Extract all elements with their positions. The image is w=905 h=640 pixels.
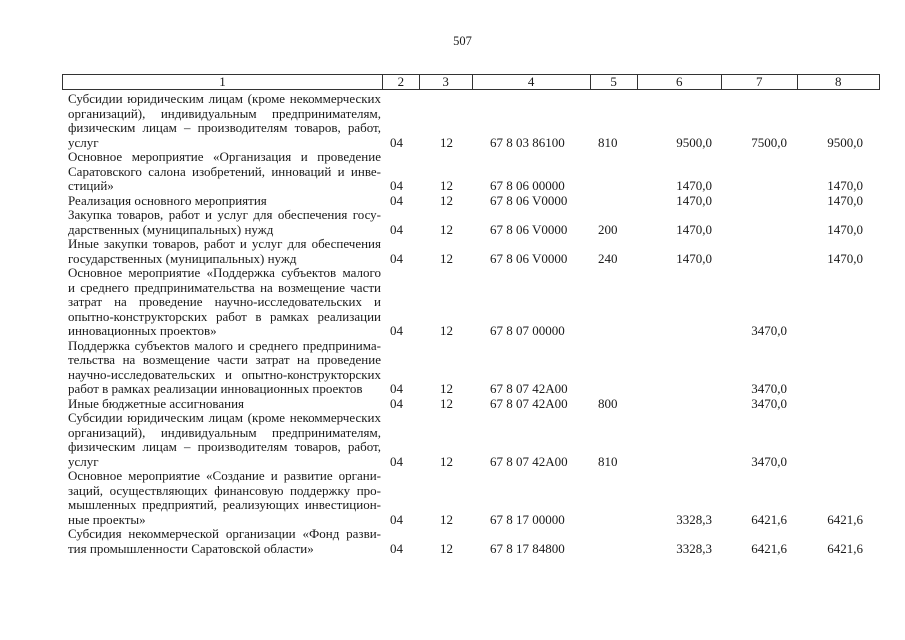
cell-c2: 04: [390, 250, 403, 266]
cell-c7: 6421,6: [751, 540, 787, 556]
cell-c8: 6421,6: [827, 511, 863, 527]
table-row: [0, 237, 905, 266]
cell-c4: 67 8 07 42A00: [490, 395, 568, 411]
description-line: Основное мероприятие «Поддержка субъектов малого: [68, 265, 381, 280]
cell-c7: 6421,6: [751, 511, 787, 527]
cell-c3: 12: [440, 381, 453, 396]
cell-c6: 1470,0: [676, 250, 712, 266]
row-description: [68, 469, 381, 527]
row-description: [68, 527, 381, 556]
row-description: [68, 194, 381, 209]
cell-c8: 1470,0: [827, 178, 863, 193]
table-row: [0, 266, 905, 339]
cell-c4: 67 8 07 42A00: [490, 381, 568, 396]
cell-c3: 12: [440, 323, 453, 338]
table-row: [0, 411, 905, 469]
table-row: [0, 527, 905, 556]
cell-c4: 67 8 06 00000: [490, 178, 565, 193]
cell-c3: 12: [440, 395, 453, 411]
cell-c7: 3470,0: [751, 323, 787, 338]
description-line: физическим лицам – производителям товаров, работ,: [68, 439, 381, 454]
description-line: Субсидии юридическим лицам (кроме некоммерческих: [68, 410, 381, 425]
cell-c5: 800: [598, 395, 618, 411]
cell-c2: 04: [390, 178, 403, 193]
row-description: [68, 208, 381, 237]
cell-c8: 9500,0: [827, 134, 863, 150]
table-row: [0, 208, 905, 237]
description-line: Саратовского салона изобретений, инноваций и инве-: [68, 163, 381, 179]
cell-c2: 04: [390, 192, 403, 208]
cell-c3: 12: [440, 540, 453, 556]
cell-c5: 810: [598, 134, 618, 150]
cell-c4: 67 8 06 V0000: [490, 250, 568, 266]
table-row: [0, 150, 905, 194]
cell-c6: 1470,0: [676, 192, 712, 208]
description-line: Реализация основного мероприятия: [68, 192, 267, 208]
cell-c4: 67 8 06 V0000: [490, 192, 568, 208]
description-line: инновационных проектов»: [68, 323, 217, 338]
cell-c7: 3470,0: [751, 453, 787, 469]
description-line: дарственных (муниципальных) нужд: [68, 221, 274, 237]
table-row: [0, 194, 905, 209]
cell-c8: 1470,0: [827, 221, 863, 237]
description-line: тельства на возмещение части затрат на проведение: [68, 352, 381, 367]
row-description: [68, 237, 381, 266]
description-line: Поддержка субъектов малого и среднего предпринима-: [68, 337, 381, 353]
description-line: услуг: [68, 134, 99, 150]
cell-c4: 67 8 07 42A00: [490, 453, 568, 469]
table-row: [0, 397, 905, 412]
cell-c2: 04: [390, 323, 403, 338]
header-col-3: 3: [420, 75, 473, 89]
cell-c4: 67 8 17 84800: [490, 540, 565, 556]
description-line: опытно-конструкторских работ в рамках реализации: [68, 308, 381, 324]
cell-c6: 3328,3: [676, 511, 712, 527]
header-col-7: 7: [722, 75, 798, 89]
row-description: [68, 397, 381, 412]
description-line: Иные бюджетные ассигнования: [68, 395, 245, 411]
cell-c5: 200: [598, 221, 618, 237]
table-body: [0, 92, 905, 556]
cell-c2: 04: [390, 134, 403, 150]
header-col-2: 2: [383, 75, 420, 89]
header-col-6: 6: [638, 75, 722, 89]
header-col-8: 8: [835, 74, 842, 89]
description-line: физическим лицам – производителям товаров, работ,: [68, 120, 381, 135]
description-line: ные проекты»: [68, 511, 146, 527]
cell-c3: 12: [440, 178, 453, 193]
description-line: работ в рамках реализации инновационных проектов: [68, 381, 363, 396]
header-col-5: 5: [591, 75, 638, 89]
description-line: организаций), индивидуальным предпринимателям,: [68, 424, 381, 440]
description-line: Основное мероприятие «Создание и развитие органи-: [68, 468, 381, 483]
description-line: Иные закупки товаров, работ и услуг для обеспечения: [68, 236, 381, 251]
cell-c5: 240: [598, 250, 618, 266]
page-number: 507: [453, 34, 472, 48]
cell-c6: 3328,3: [676, 540, 712, 556]
cell-c8: 6421,6: [827, 540, 863, 556]
cell-c6: 9500,0: [676, 134, 712, 150]
table-row: [0, 339, 905, 397]
cell-c2: 04: [390, 221, 403, 237]
cell-c4: 67 8 07 00000: [490, 323, 565, 338]
cell-c2: 04: [390, 511, 403, 527]
row-description: [68, 411, 381, 469]
description-line: и среднего предпринимательства на возмещение части: [68, 279, 381, 295]
cell-c4: 67 8 03 86100: [490, 134, 565, 150]
cell-c8: 1470,0: [827, 250, 863, 266]
cell-c3: 12: [440, 453, 453, 469]
cell-c3: 12: [440, 250, 453, 266]
cell-c2: 04: [390, 453, 403, 469]
header-col-1: 1: [63, 75, 383, 89]
cell-c3: 12: [440, 134, 453, 150]
description-line: затрат на проведение научно-исследовательских и: [68, 294, 381, 309]
description-line: услуг: [68, 453, 99, 469]
description-line: Субсидия некоммерческой организации «Фонд разви-: [68, 526, 381, 541]
description-line: Основное мероприятие «Организация и проведение: [68, 149, 381, 164]
cell-c4: 67 8 17 00000: [490, 511, 565, 527]
cell-c7: 3470,0: [751, 381, 787, 396]
cell-c3: 12: [440, 192, 453, 208]
description-line: организаций), индивидуальным предпринимателям,: [68, 105, 381, 121]
cell-c3: 12: [440, 511, 453, 527]
cell-c4: 67 8 06 V0000: [490, 221, 568, 237]
cell-c5: 810: [598, 453, 618, 469]
description-line: стиций»: [68, 178, 114, 193]
table-row: [0, 92, 905, 150]
row-description: [68, 339, 381, 397]
header-col-4: 4: [473, 75, 591, 89]
cell-c7: 3470,0: [751, 395, 787, 411]
table-row: [0, 469, 905, 527]
cell-c6: 1470,0: [676, 178, 712, 193]
cell-c7: 7500,0: [751, 134, 787, 150]
row-description: [68, 92, 381, 150]
row-description: [68, 266, 381, 339]
table-header-row: [62, 74, 880, 90]
cell-c6: 1470,0: [676, 221, 712, 237]
row-description: [68, 150, 381, 194]
cell-c2: 04: [390, 381, 403, 396]
cell-c2: 04: [390, 540, 403, 556]
description-line: Закупка товаров, работ и услуг для обеспечения госу-: [68, 207, 381, 222]
description-line: государственных (муниципальных) нужд: [68, 250, 297, 266]
description-line: мышленных предприятий, реализующих инвестицион-: [68, 497, 381, 512]
cell-c3: 12: [440, 221, 453, 237]
description-line: заций, осуществляющих финансовую поддержку про-: [68, 482, 381, 498]
description-line: Субсидии юридическим лицам (кроме некоммерческих: [68, 91, 381, 106]
description-line: научно-исследовательских и опытно-конструкторских: [68, 366, 381, 382]
description-line: тия промышленности Саратовской области»: [68, 540, 314, 556]
cell-c8: 1470,0: [827, 192, 863, 208]
cell-c2: 04: [390, 395, 403, 411]
